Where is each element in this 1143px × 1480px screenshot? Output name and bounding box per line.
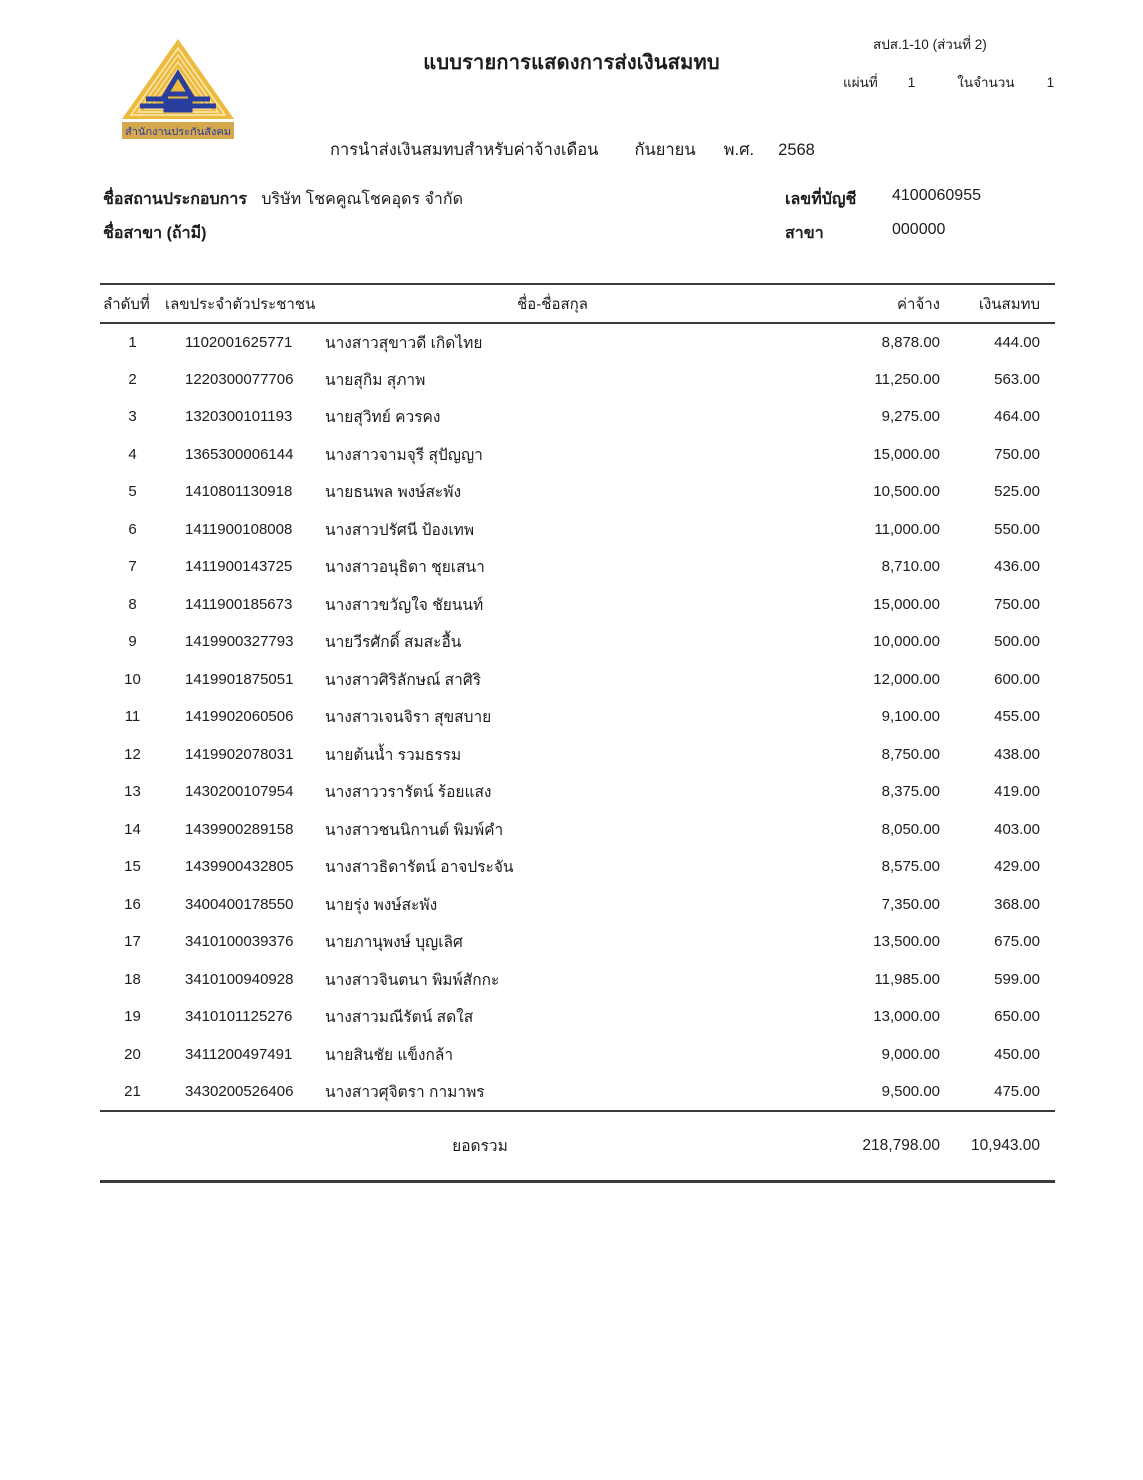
cell-row-no: 20: [124, 1045, 141, 1063]
era-label: พ.ศ.: [723, 141, 755, 159]
cell-wage: 15,000.00: [873, 445, 940, 463]
cell-wage: 12,000.00: [873, 670, 940, 688]
cell-wage: 11,985.00: [874, 970, 940, 988]
cell-citizen-id: 3410101125276: [185, 1008, 293, 1026]
cell-employee-name: นางสาวศุจิตรา กามาพร: [325, 1083, 485, 1101]
cell-citizen-id: 1439900289158: [185, 820, 294, 838]
table-row: [100, 548, 1055, 586]
cell-wage: 7,350.00: [881, 895, 940, 913]
cell-citizen-id: 1411900143725: [185, 558, 293, 576]
header-wage: ค่าจ้าง: [780, 284, 940, 323]
cell-citizen-id: 1419902078031: [185, 745, 294, 763]
cell-citizen-id: 1410801130918: [185, 483, 293, 501]
cell-contribution: 429.00: [994, 858, 1040, 876]
cell-employee-name: นายสินชัย แข็งกล้า: [325, 1046, 454, 1064]
cell-row-no: 17: [124, 933, 141, 951]
cell-employee-name: นางสาวจามจุรี สุปัญญา: [325, 446, 483, 464]
cell-employee-name: นายธนพล พงษ์สะพัง: [325, 484, 462, 502]
account-label: เลขที่บัญชี: [785, 191, 857, 208]
cell-employee-name: นางสาวสุขาวดี เกิดไทย: [325, 334, 483, 352]
branch-name-label: ชื่อสาขา (ถ้ามี): [103, 225, 207, 242]
cell-employee-name: นางสาวปรัศนี ป้องเทพ: [325, 521, 475, 539]
cell-wage: 13,000.00: [873, 1008, 940, 1026]
cell-citizen-id: 1439900432805: [185, 858, 294, 876]
cell-citizen-id: 1365300006144: [185, 445, 294, 463]
employee-table-body: [100, 323, 1055, 1111]
cell-employee-name: นางสาวมณีรัตน์ สดใส: [325, 1009, 474, 1027]
table-row: [100, 998, 1055, 1036]
cell-wage: 10,500.00: [873, 483, 940, 501]
cell-row-no: 12: [124, 745, 141, 763]
cell-row-no: 14: [124, 820, 141, 838]
cell-citizen-id: 1430200107954: [185, 783, 294, 801]
account-number: 4100060955: [892, 187, 981, 204]
cell-citizen-id: 3411200497491: [185, 1045, 293, 1063]
cell-contribution: 464.00: [994, 408, 1040, 426]
branch-code-number: 000000: [892, 221, 946, 238]
cell-contribution: 455.00: [994, 708, 1040, 726]
table-row: [100, 811, 1055, 849]
cell-wage: 9,275.00: [881, 408, 940, 426]
cell-citizen-id: 1419902060506: [185, 708, 294, 726]
total-label: ยอดรวม: [100, 1111, 780, 1182]
table-row: [100, 1036, 1055, 1074]
cell-row-no: 16: [124, 895, 141, 913]
cell-row-no: 2: [128, 370, 137, 388]
branch-code-label: สาขา: [785, 225, 824, 242]
cell-row-no: 21: [124, 1082, 141, 1100]
cell-contribution: 550.00: [994, 520, 1040, 538]
cell-row-no: 18: [124, 970, 141, 988]
cell-employee-name: นางสาวเจนจิรา สุขสบาย: [325, 709, 492, 727]
cell-citizen-id: 3400400178550: [185, 895, 294, 913]
header-no: ลำดับที่: [100, 284, 165, 323]
cell-wage: 13,500.00: [873, 933, 940, 951]
header-name: ชื่อ-ชื่อสกุล: [325, 284, 780, 323]
cell-contribution: 368.00: [994, 895, 1040, 913]
wage-year: 2568: [778, 141, 815, 159]
cell-employee-name: นายสุวิทย์ ควรคง: [325, 409, 441, 427]
sso-logo-caption: สำนักงานประกันสังคม: [125, 127, 231, 138]
cell-citizen-id: 1419900327793: [185, 633, 294, 651]
cell-wage: 11,250.00: [874, 370, 940, 388]
cell-contribution: 750.00: [994, 595, 1040, 613]
table-row: [100, 323, 1055, 361]
employer-name-row: [103, 187, 463, 212]
cell-citizen-id: 1320300101193: [185, 408, 293, 426]
cell-row-no: 11: [124, 708, 141, 726]
table-row: [100, 661, 1055, 699]
cell-employee-name: นางสาวขวัญใจ ชัยนนท์: [325, 596, 484, 614]
cell-citizen-id: 1411900108008: [185, 520, 293, 538]
cell-row-no: 6: [128, 520, 137, 538]
cell-contribution: 525.00: [994, 483, 1040, 501]
cell-wage: 9,100.00: [881, 708, 940, 726]
cell-citizen-id: 1220300077706: [185, 370, 294, 388]
cell-row-no: 1: [128, 333, 137, 351]
cell-contribution: 563.00: [994, 370, 1040, 388]
branch-name-row: [103, 221, 206, 246]
form-header: [0, 0, 1143, 283]
cell-citizen-id: 3410100039376: [185, 933, 294, 951]
cell-contribution: 500.00: [994, 633, 1040, 651]
cell-contribution: 444.00: [994, 333, 1040, 351]
table-row: [100, 473, 1055, 511]
account-row: [785, 187, 1045, 212]
total-wage: 218,798.00: [780, 1111, 940, 1182]
table-header: [100, 284, 1055, 323]
table-row: [100, 848, 1055, 886]
employer-name-label: ชื่อสถานประกอบการ: [103, 191, 247, 208]
cell-wage: 9,500.00: [881, 1082, 940, 1100]
cell-citizen-id: 1419901875051: [185, 670, 294, 688]
cell-contribution: 436.00: [994, 558, 1040, 576]
table-row: [100, 398, 1055, 436]
table-row: [100, 736, 1055, 774]
sheet-total: 1: [1046, 75, 1055, 90]
sheet-label: แผ่นที่: [843, 75, 878, 90]
form-code: สปส.1-10 (ส่วนที่ 2): [873, 37, 987, 52]
subtitle-label: การนำส่งเงินสมทบสำหรับค่าจ้างเดือน: [330, 141, 599, 159]
cell-employee-name: นายวีรศักดิ์ สมสะอื้น: [325, 634, 462, 652]
cell-contribution: 419.00: [994, 783, 1040, 801]
subtitle-line: [330, 137, 815, 163]
table-footer: [100, 1111, 1055, 1182]
cell-row-no: 3: [128, 408, 137, 426]
cell-employee-name: นางสาววรารัตน์ ร้อยแสง: [325, 784, 492, 802]
cell-employee-name: นายสุกิม สุภาพ: [325, 371, 426, 389]
table-row: [100, 586, 1055, 624]
table-row: [100, 436, 1055, 474]
cell-contribution: 600.00: [994, 670, 1040, 688]
cell-employee-name: นายต้นน้ำ รวมธรรม: [325, 746, 462, 764]
cell-contribution: 450.00: [994, 1045, 1040, 1063]
cell-wage: 9,000.00: [881, 1045, 940, 1063]
branch-code-row: [785, 221, 1045, 246]
cell-row-no: 7: [128, 558, 137, 576]
cell-citizen-id: 3410100940928: [185, 970, 294, 988]
table-row: [100, 1073, 1055, 1111]
table-row: [100, 923, 1055, 961]
table-row: [100, 511, 1055, 549]
cell-row-no: 10: [124, 670, 141, 688]
cell-contribution: 599.00: [994, 970, 1040, 988]
cell-employee-name: นางสาวจินตนา พิมพ์สักกะ: [325, 971, 500, 989]
cell-contribution: 438.00: [994, 745, 1040, 763]
table-row: [100, 961, 1055, 999]
sheet-number: 1: [907, 75, 916, 90]
cell-contribution: 475.00: [994, 1082, 1040, 1100]
cell-contribution: 675.00: [994, 933, 1040, 951]
cell-row-no: 15: [124, 858, 141, 876]
contribution-table: [100, 283, 1055, 1183]
cell-employee-name: นางสาวชนนิกานต์ พิมพ์คำ: [325, 821, 504, 839]
sheet-counter: [843, 71, 1054, 93]
cell-wage: 8,710.00: [881, 558, 940, 576]
page-title: แบบรายการแสดงการส่งเงินสมทบ: [423, 52, 720, 74]
cell-wage: 11,000.00: [874, 520, 940, 538]
cell-wage: 8,750.00: [881, 745, 940, 763]
cell-contribution: 750.00: [994, 445, 1040, 463]
table-row: [100, 623, 1055, 661]
cell-citizen-id: 1102001625771: [185, 333, 293, 351]
cell-employee-name: นางสาวธิดารัตน์ อาจประจัน: [325, 859, 514, 877]
cell-employee-name: นายภานุพงษ์ บุญเลิศ: [325, 934, 463, 952]
wage-month: กันยายน: [634, 141, 696, 159]
cell-wage: 8,575.00: [881, 858, 940, 876]
table-row: [100, 773, 1055, 811]
cell-wage: 8,878.00: [881, 333, 940, 351]
cell-row-no: 8: [128, 595, 137, 613]
cell-contribution: 650.00: [994, 1008, 1040, 1026]
cell-row-no: 4: [128, 445, 137, 463]
cell-row-no: 9: [128, 633, 137, 651]
cell-wage: 8,375.00: [881, 783, 940, 801]
cell-citizen-id: 1411900185673: [185, 595, 293, 613]
cell-employee-name: นางสาวศิริลักษณ์ สาศิริ: [325, 671, 482, 689]
cell-row-no: 13: [124, 783, 141, 801]
header-contribution: เงินสมทบ: [940, 284, 1055, 323]
cell-citizen-id: 3430200526406: [185, 1082, 294, 1100]
cell-employee-name: นางสาวอนุธิดา ชุยเสนา: [325, 559, 485, 577]
cell-row-no: 5: [128, 483, 137, 501]
cell-row-no: 19: [124, 1008, 141, 1026]
table-row: [100, 361, 1055, 399]
cell-contribution: 403.00: [994, 820, 1040, 838]
sheet-of-label: ในจำนวน: [957, 75, 1015, 90]
header-citizen-id: เลขประจำตัวประชาชน: [165, 284, 325, 323]
cell-wage: 15,000.00: [873, 595, 940, 613]
table-row: [100, 698, 1055, 736]
employer-name-value: บริษัท โชคคูณโชคอุดร จำกัด: [261, 191, 463, 208]
cell-wage: 8,050.00: [881, 820, 940, 838]
cell-employee-name: นายรุ่ง พงษ์สะพัง: [325, 896, 438, 914]
total-contribution: 10,943.00: [940, 1111, 1055, 1182]
table-row: [100, 886, 1055, 924]
cell-wage: 10,000.00: [873, 633, 940, 651]
